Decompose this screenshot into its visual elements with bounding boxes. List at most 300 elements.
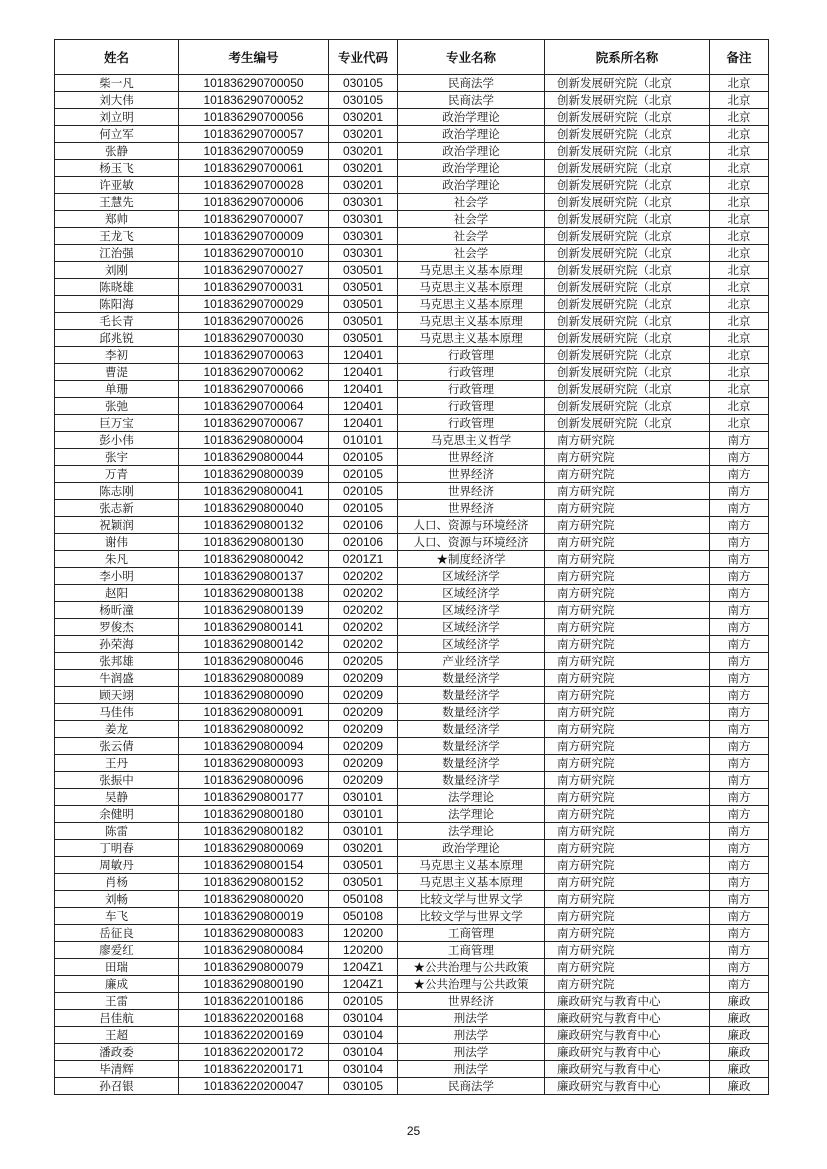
cell-major-name: 区域经济学 (398, 568, 545, 585)
cell-name: 孙荣海 (55, 636, 179, 653)
cell-major-code: 020105 (329, 500, 398, 517)
cell-department: 创新发展研究院（北京 (545, 211, 710, 228)
cell-major-name: 比较文学与世界文学 (398, 908, 545, 925)
cell-candidate-id: 101836220200171 (179, 1061, 329, 1078)
cell-major-code: 030104 (329, 1027, 398, 1044)
cell-major-code: 030201 (329, 160, 398, 177)
header-remark: 备注 (710, 40, 769, 75)
header-major-code: 专业代码 (329, 40, 398, 75)
cell-department: 南方研究院 (545, 738, 710, 755)
cell-department: 南方研究院 (545, 500, 710, 517)
cell-remark: 北京 (710, 415, 769, 432)
table-row (55, 211, 769, 228)
cell-candidate-id: 101836290800092 (179, 721, 329, 738)
cell-department: 创新发展研究院（北京 (545, 75, 710, 92)
cell-major-name: 世界经济 (398, 483, 545, 500)
table-row (55, 1010, 769, 1027)
cell-remark: 南方 (710, 857, 769, 874)
table-row (55, 1061, 769, 1078)
cell-remark: 南方 (710, 908, 769, 925)
cell-major-code: 030104 (329, 1010, 398, 1027)
cell-name: 杨昕潼 (55, 602, 179, 619)
cell-name: 张静 (55, 143, 179, 160)
cell-department: 南方研究院 (545, 704, 710, 721)
cell-major-code: 030201 (329, 126, 398, 143)
cell-remark: 南方 (710, 517, 769, 534)
cell-name: 何立军 (55, 126, 179, 143)
cell-candidate-id: 101836290800152 (179, 874, 329, 891)
cell-department: 南方研究院 (545, 534, 710, 551)
cell-major-name: 数量经济学 (398, 687, 545, 704)
cell-major-name: 区域经济学 (398, 602, 545, 619)
cell-major-name: 行政管理 (398, 364, 545, 381)
table-row (55, 721, 769, 738)
cell-name: 张弛 (55, 398, 179, 415)
cell-candidate-id: 101836290800094 (179, 738, 329, 755)
table-row (55, 670, 769, 687)
cell-major-code: 120200 (329, 925, 398, 942)
cell-candidate-id: 101836290700027 (179, 262, 329, 279)
cell-candidate-id: 101836290700029 (179, 296, 329, 313)
cell-department: 廉政研究与教育中心 (545, 1078, 710, 1095)
cell-name: 单珊 (55, 381, 179, 398)
cell-major-code: 020209 (329, 670, 398, 687)
table-row (55, 432, 769, 449)
cell-department: 南方研究院 (545, 857, 710, 874)
cell-name: 张邦雄 (55, 653, 179, 670)
table-row (55, 993, 769, 1010)
cell-department: 南方研究院 (545, 432, 710, 449)
table-row (55, 789, 769, 806)
cell-candidate-id: 101836290700062 (179, 364, 329, 381)
cell-candidate-id: 101836290700006 (179, 194, 329, 211)
cell-department: 创新发展研究院（北京 (545, 381, 710, 398)
cell-remark: 廉政 (710, 1078, 769, 1095)
table-row (55, 500, 769, 517)
cell-major-code: 020106 (329, 517, 398, 534)
cell-name: 巨万宝 (55, 415, 179, 432)
table-row (55, 415, 769, 432)
cell-department: 南方研究院 (545, 568, 710, 585)
cell-name: 马佳伟 (55, 704, 179, 721)
cell-name: 潘政委 (55, 1044, 179, 1061)
cell-name: 顾天翊 (55, 687, 179, 704)
cell-department: 创新发展研究院（北京 (545, 177, 710, 194)
cell-department: 廉政研究与教育中心 (545, 1061, 710, 1078)
cell-remark: 南方 (710, 704, 769, 721)
cell-major-name: 社会学 (398, 211, 545, 228)
cell-major-name: 世界经济 (398, 500, 545, 517)
cell-major-name: 工商管理 (398, 942, 545, 959)
table-row (55, 959, 769, 976)
cell-department: 南方研究院 (545, 942, 710, 959)
cell-remark: 南方 (710, 483, 769, 500)
table-row (55, 194, 769, 211)
cell-remark: 南方 (710, 687, 769, 704)
table-row (55, 755, 769, 772)
cell-candidate-id: 101836290700063 (179, 347, 329, 364)
cell-major-code: 050108 (329, 891, 398, 908)
cell-major-name: 刑法学 (398, 1027, 545, 1044)
cell-name: 王丹 (55, 755, 179, 772)
cell-department: 创新发展研究院（北京 (545, 415, 710, 432)
cell-major-code: 020105 (329, 483, 398, 500)
cell-remark: 北京 (710, 177, 769, 194)
cell-candidate-id: 101836290700056 (179, 109, 329, 126)
cell-remark: 北京 (710, 296, 769, 313)
cell-remark: 北京 (710, 126, 769, 143)
cell-candidate-id: 101836290800130 (179, 534, 329, 551)
cell-candidate-id: 101836290800040 (179, 500, 329, 517)
cell-department: 南方研究院 (545, 908, 710, 925)
cell-major-code: 030104 (329, 1044, 398, 1061)
table-row (55, 347, 769, 364)
cell-remark: 南方 (710, 789, 769, 806)
cell-candidate-id: 101836290700052 (179, 92, 329, 109)
cell-major-name: 社会学 (398, 194, 545, 211)
cell-department: 南方研究院 (545, 891, 710, 908)
cell-major-name: 世界经济 (398, 993, 545, 1010)
cell-remark: 廉政 (710, 1061, 769, 1078)
cell-major-name: 数量经济学 (398, 738, 545, 755)
table-row (55, 568, 769, 585)
table-row (55, 857, 769, 874)
cell-department: 南方研究院 (545, 687, 710, 704)
cell-candidate-id: 101836290800182 (179, 823, 329, 840)
page-number: 25 (406, 1124, 421, 1138)
cell-major-code: 030501 (329, 313, 398, 330)
cell-candidate-id: 101836290700061 (179, 160, 329, 177)
cell-department: 南方研究院 (545, 483, 710, 500)
cell-department: 创新发展研究院（北京 (545, 279, 710, 296)
cell-candidate-id: 101836290800089 (179, 670, 329, 687)
cell-remark: 北京 (710, 143, 769, 160)
cell-candidate-id: 101836290800083 (179, 925, 329, 942)
cell-major-code: 030501 (329, 330, 398, 347)
cell-remark: 廉政 (710, 1044, 769, 1061)
header-department: 院系所名称 (545, 40, 710, 75)
cell-major-code: 020105 (329, 449, 398, 466)
cell-department: 创新发展研究院（北京 (545, 92, 710, 109)
cell-department: 创新发展研究院（北京 (545, 245, 710, 262)
cell-remark: 廉政 (710, 993, 769, 1010)
cell-remark: 南方 (710, 602, 769, 619)
cell-department: 创新发展研究院（北京 (545, 262, 710, 279)
cell-department: 南方研究院 (545, 721, 710, 738)
cell-candidate-id: 101836290800004 (179, 432, 329, 449)
cell-major-name: 比较文学与世界文学 (398, 891, 545, 908)
cell-major-name: 政治学理论 (398, 160, 545, 177)
cell-remark: 南方 (710, 874, 769, 891)
cell-major-code: 030301 (329, 228, 398, 245)
cell-department: 南方研究院 (545, 840, 710, 857)
cell-major-code: 030104 (329, 1061, 398, 1078)
table-row (55, 1027, 769, 1044)
cell-department: 创新发展研究院（北京 (545, 126, 710, 143)
cell-candidate-id: 101836290800046 (179, 653, 329, 670)
cell-major-code: 120200 (329, 942, 398, 959)
table-body (55, 75, 769, 1095)
cell-department: 创新发展研究院（北京 (545, 143, 710, 160)
cell-candidate-id: 101836290800132 (179, 517, 329, 534)
table-header-row (55, 40, 769, 75)
cell-major-code: 020209 (329, 755, 398, 772)
cell-name: 车飞 (55, 908, 179, 925)
cell-major-name: ★制度经济学 (398, 551, 545, 568)
table-row (55, 840, 769, 857)
cell-name: 余健明 (55, 806, 179, 823)
cell-department: 南方研究院 (545, 925, 710, 942)
cell-remark: 南方 (710, 551, 769, 568)
admission-list-table (54, 39, 769, 1095)
cell-candidate-id: 101836290800137 (179, 568, 329, 585)
cell-major-code: 020105 (329, 993, 398, 1010)
cell-name: 张云倩 (55, 738, 179, 755)
cell-major-code: 120401 (329, 347, 398, 364)
table-row (55, 874, 769, 891)
cell-major-name: 政治学理论 (398, 143, 545, 160)
cell-major-name: 马克思主义基本原理 (398, 857, 545, 874)
cell-major-name: 法学理论 (398, 806, 545, 823)
cell-name: 郑帅 (55, 211, 179, 228)
cell-remark: 南方 (710, 721, 769, 738)
cell-department: 创新发展研究院（北京 (545, 313, 710, 330)
header-candidate-id: 考生编号 (179, 40, 329, 75)
cell-name: 牛润盛 (55, 670, 179, 687)
cell-name: 万青 (55, 466, 179, 483)
cell-candidate-id: 101836290800044 (179, 449, 329, 466)
table-row (55, 245, 769, 262)
table-row (55, 1044, 769, 1061)
header-name: 姓名 (55, 40, 179, 75)
table-row (55, 602, 769, 619)
cell-remark: 南方 (710, 806, 769, 823)
cell-candidate-id: 101836220200169 (179, 1027, 329, 1044)
cell-candidate-id: 101836220100186 (179, 993, 329, 1010)
cell-major-name: 政治学理论 (398, 126, 545, 143)
cell-candidate-id: 101836290800141 (179, 619, 329, 636)
cell-name: 周敏丹 (55, 857, 179, 874)
cell-name: 丁明春 (55, 840, 179, 857)
cell-department: 创新发展研究院（北京 (545, 398, 710, 415)
cell-major-code: 050108 (329, 908, 398, 925)
table-row (55, 908, 769, 925)
table-row (55, 551, 769, 568)
cell-major-name: 行政管理 (398, 415, 545, 432)
cell-candidate-id: 101836290800139 (179, 602, 329, 619)
cell-name: 朱凡 (55, 551, 179, 568)
cell-major-code: 020209 (329, 687, 398, 704)
cell-remark: 南方 (710, 653, 769, 670)
cell-major-code: 030301 (329, 245, 398, 262)
cell-remark: 北京 (710, 262, 769, 279)
table-row (55, 449, 769, 466)
cell-department: 南方研究院 (545, 959, 710, 976)
cell-major-code: 020209 (329, 721, 398, 738)
cell-name: 吕佳航 (55, 1010, 179, 1027)
cell-major-code: 030501 (329, 262, 398, 279)
cell-name: 彭小伟 (55, 432, 179, 449)
cell-name: 陈晓雄 (55, 279, 179, 296)
cell-department: 南方研究院 (545, 755, 710, 772)
cell-name: 肖杨 (55, 874, 179, 891)
cell-major-name: 世界经济 (398, 449, 545, 466)
table-row (55, 738, 769, 755)
cell-remark: 南方 (710, 636, 769, 653)
cell-major-code: 120401 (329, 364, 398, 381)
cell-major-name: 刑法学 (398, 1044, 545, 1061)
cell-name: 邱兆锐 (55, 330, 179, 347)
cell-name: 陈雷 (55, 823, 179, 840)
cell-name: 赵阳 (55, 585, 179, 602)
cell-candidate-id: 101836290700026 (179, 313, 329, 330)
cell-department: 南方研究院 (545, 585, 710, 602)
cell-remark: 北京 (710, 330, 769, 347)
table-row (55, 823, 769, 840)
cell-major-code: 030301 (329, 194, 398, 211)
cell-candidate-id: 101836290800069 (179, 840, 329, 857)
cell-name: 田瑞 (55, 959, 179, 976)
cell-major-name: 人口、资源与环境经济 (398, 534, 545, 551)
cell-major-name: 行政管理 (398, 347, 545, 364)
cell-major-code: 030201 (329, 143, 398, 160)
cell-name: 刘畅 (55, 891, 179, 908)
cell-name: 吴静 (55, 789, 179, 806)
cell-remark: 北京 (710, 313, 769, 330)
cell-name: 曹湜 (55, 364, 179, 381)
cell-major-code: 020202 (329, 585, 398, 602)
cell-department: 创新发展研究院（北京 (545, 296, 710, 313)
cell-name: 祝颖润 (55, 517, 179, 534)
cell-major-code: 020209 (329, 772, 398, 789)
cell-name: 李初 (55, 347, 179, 364)
cell-major-name: 政治学理论 (398, 109, 545, 126)
cell-remark: 南方 (710, 925, 769, 942)
cell-major-name: 区域经济学 (398, 636, 545, 653)
cell-remark: 北京 (710, 75, 769, 92)
cell-candidate-id: 101836290800079 (179, 959, 329, 976)
cell-candidate-id: 101836290700030 (179, 330, 329, 347)
table-row (55, 330, 769, 347)
table-row (55, 228, 769, 245)
cell-major-code: 030501 (329, 279, 398, 296)
cell-major-name: 马克思主义基本原理 (398, 330, 545, 347)
cell-remark: 南方 (710, 619, 769, 636)
table-row (55, 517, 769, 534)
cell-remark: 北京 (710, 160, 769, 177)
cell-remark: 北京 (710, 211, 769, 228)
table-row (55, 483, 769, 500)
cell-major-name: 数量经济学 (398, 755, 545, 772)
cell-name: 毕清辉 (55, 1061, 179, 1078)
table-row (55, 109, 769, 126)
cell-major-code: 030101 (329, 806, 398, 823)
table-row (55, 1078, 769, 1095)
cell-remark: 北京 (710, 398, 769, 415)
cell-major-code: 120401 (329, 415, 398, 432)
cell-candidate-id: 101836290700009 (179, 228, 329, 245)
cell-remark: 南方 (710, 840, 769, 857)
cell-major-name: 区域经济学 (398, 585, 545, 602)
table-row (55, 619, 769, 636)
cell-department: 南方研究院 (545, 772, 710, 789)
cell-candidate-id: 101836290800154 (179, 857, 329, 874)
table-row (55, 313, 769, 330)
cell-department: 创新发展研究院（北京 (545, 228, 710, 245)
cell-remark: 北京 (710, 194, 769, 211)
table-row (55, 585, 769, 602)
cell-major-name: ★公共治理与公共政策 (398, 959, 545, 976)
cell-major-name: 数量经济学 (398, 704, 545, 721)
cell-candidate-id: 101836290700007 (179, 211, 329, 228)
cell-major-code: 030501 (329, 857, 398, 874)
cell-major-name: 马克思主义基本原理 (398, 313, 545, 330)
cell-major-name: ★公共治理与公共政策 (398, 976, 545, 993)
cell-remark: 南方 (710, 449, 769, 466)
cell-name: 岳征良 (55, 925, 179, 942)
cell-major-name: 马克思主义基本原理 (398, 279, 545, 296)
table-row (55, 636, 769, 653)
cell-major-code: 030501 (329, 296, 398, 313)
cell-major-code: 030501 (329, 874, 398, 891)
cell-major-name: 行政管理 (398, 381, 545, 398)
cell-major-name: 马克思主义基本原理 (398, 296, 545, 313)
cell-name: 许亚敏 (55, 177, 179, 194)
cell-department: 南方研究院 (545, 619, 710, 636)
cell-major-name: 马克思主义基本原理 (398, 874, 545, 891)
cell-major-code: 020209 (329, 704, 398, 721)
table-row (55, 534, 769, 551)
cell-major-name: 工商管理 (398, 925, 545, 942)
cell-remark: 北京 (710, 228, 769, 245)
table-row (55, 177, 769, 194)
cell-name: 陈志刚 (55, 483, 179, 500)
cell-candidate-id: 101836290800020 (179, 891, 329, 908)
cell-department: 廉政研究与教育中心 (545, 1044, 710, 1061)
cell-department: 南方研究院 (545, 653, 710, 670)
cell-candidate-id: 101836290700010 (179, 245, 329, 262)
cell-department: 南方研究院 (545, 823, 710, 840)
table-row (55, 364, 769, 381)
table-row (55, 262, 769, 279)
table-row (55, 398, 769, 415)
cell-major-name: 马克思主义基本原理 (398, 262, 545, 279)
table-row (55, 653, 769, 670)
cell-department: 创新发展研究院（北京 (545, 330, 710, 347)
cell-name: 廖爱红 (55, 942, 179, 959)
cell-name: 王慧先 (55, 194, 179, 211)
cell-candidate-id: 101836290800190 (179, 976, 329, 993)
header-major-name: 专业名称 (398, 40, 545, 75)
cell-name: 姜龙 (55, 721, 179, 738)
cell-major-code: 020202 (329, 619, 398, 636)
table-row (55, 976, 769, 993)
table-row (55, 381, 769, 398)
cell-major-code: 020106 (329, 534, 398, 551)
cell-candidate-id: 101836220200168 (179, 1010, 329, 1027)
cell-major-code: 030101 (329, 789, 398, 806)
cell-remark: 南方 (710, 755, 769, 772)
cell-candidate-id: 101836290800041 (179, 483, 329, 500)
cell-name: 柴一凡 (55, 75, 179, 92)
cell-candidate-id: 101836290700064 (179, 398, 329, 415)
cell-remark: 南方 (710, 772, 769, 789)
cell-candidate-id: 101836290800096 (179, 772, 329, 789)
cell-department: 南方研究院 (545, 670, 710, 687)
cell-remark: 北京 (710, 279, 769, 296)
cell-department: 南方研究院 (545, 806, 710, 823)
table-row (55, 143, 769, 160)
